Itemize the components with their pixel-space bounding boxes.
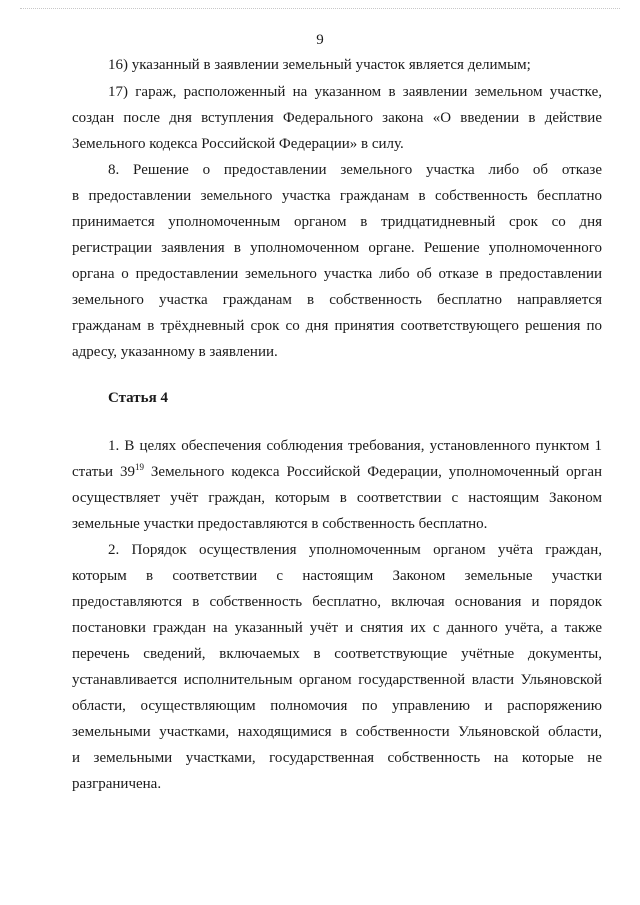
article-4-p2-line-8: земельными участками, находящимися в собственности Ульяновской области, bbox=[72, 724, 602, 740]
article-4-p2-line-5: перечень сведений, включаемых в соответствующие учётные документы, bbox=[72, 646, 602, 662]
article-4-p2-line-1: 2. Порядок осуществления уполномоченным органом учёта граждан, bbox=[108, 542, 602, 558]
article-4-p2-line-6: устанавливается исполнительным органом государственной власти Ульяновской bbox=[72, 672, 602, 688]
item-8-line-3: принимается уполномоченным органом в тридцатидневный срок со дня bbox=[72, 214, 602, 230]
item-8-line-4: регистрации заявления в уполномоченном органе. Решение уполномоченного bbox=[72, 240, 602, 256]
article-4-p1-line-2-post: Земельного кодекса Российской Федерации, уполномоченный орган bbox=[144, 464, 603, 480]
article-4-p2-line-4: постановки граждан на указанный учёт и снятия их с данного учёта, а также bbox=[72, 620, 602, 636]
item-8-line-1: 8. Решение о предоставлении земельного участка либо об отказе bbox=[108, 162, 602, 178]
item-8-line-8: адресу, указанному в заявлении. bbox=[72, 344, 278, 360]
article-4-p2-line-2: которым в соответствии с настоящим Законом земельные участки bbox=[72, 568, 602, 584]
item-17-line-3: Земельного кодекса Российской Федерации» в силу. bbox=[72, 136, 404, 152]
article-4-p1-line-4: земельные участки предоставляются в собственность бесплатно. bbox=[72, 516, 488, 532]
article-4-p1-line-2-pre: статьи 39 bbox=[72, 464, 135, 480]
article-4-p2-line-10: разграничена. bbox=[72, 776, 162, 792]
item-8-line-2: в предоставлении земельного участка гражданам в собственность бесплатно bbox=[72, 188, 602, 204]
scan-artifact bbox=[20, 8, 620, 11]
item-8-line-6: земельного участка гражданам в собственность бесплатно направляется bbox=[72, 292, 602, 308]
article-4-p2-line-9: и земельными участками, государственная собственность на которые не bbox=[72, 750, 602, 766]
article-4-p1-line-3: осуществляет учёт граждан, которым в соответствии с настоящим Законом bbox=[72, 490, 602, 506]
article-reference-superscript: 19 bbox=[135, 462, 144, 472]
item-17-line-2: создан после дня вступления Федерального закона «О введении в действие bbox=[72, 110, 602, 126]
page-number: 9 bbox=[316, 32, 324, 48]
article-4-p2-line-3: предоставляются в собственность бесплатно, включая основания и порядок bbox=[72, 594, 602, 610]
article-4-p2-line-7: области, осуществляющим полномочия по управлению и распоряжению bbox=[72, 698, 602, 714]
article-4-p1-line-1: 1. В целях обеспечения соблюдения требования, установленного пунктом 1 bbox=[108, 438, 602, 454]
item-17-line-1: 17) гараж, расположенный на указанном в заявлении земельном участке, bbox=[108, 84, 602, 100]
item-8-line-5: органа о предоставлении земельного участка либо об отказе в предоставлении bbox=[72, 266, 602, 282]
article-4-heading: Статья 4 bbox=[108, 390, 168, 406]
item-8-line-7: гражданам в трёхдневный срок со дня принятия соответствующего решения по bbox=[72, 318, 602, 334]
article-4-p1-line-2 bbox=[72, 462, 602, 482]
item-16: 16) указанный в заявлении земельный участок является делимым; bbox=[108, 57, 531, 73]
